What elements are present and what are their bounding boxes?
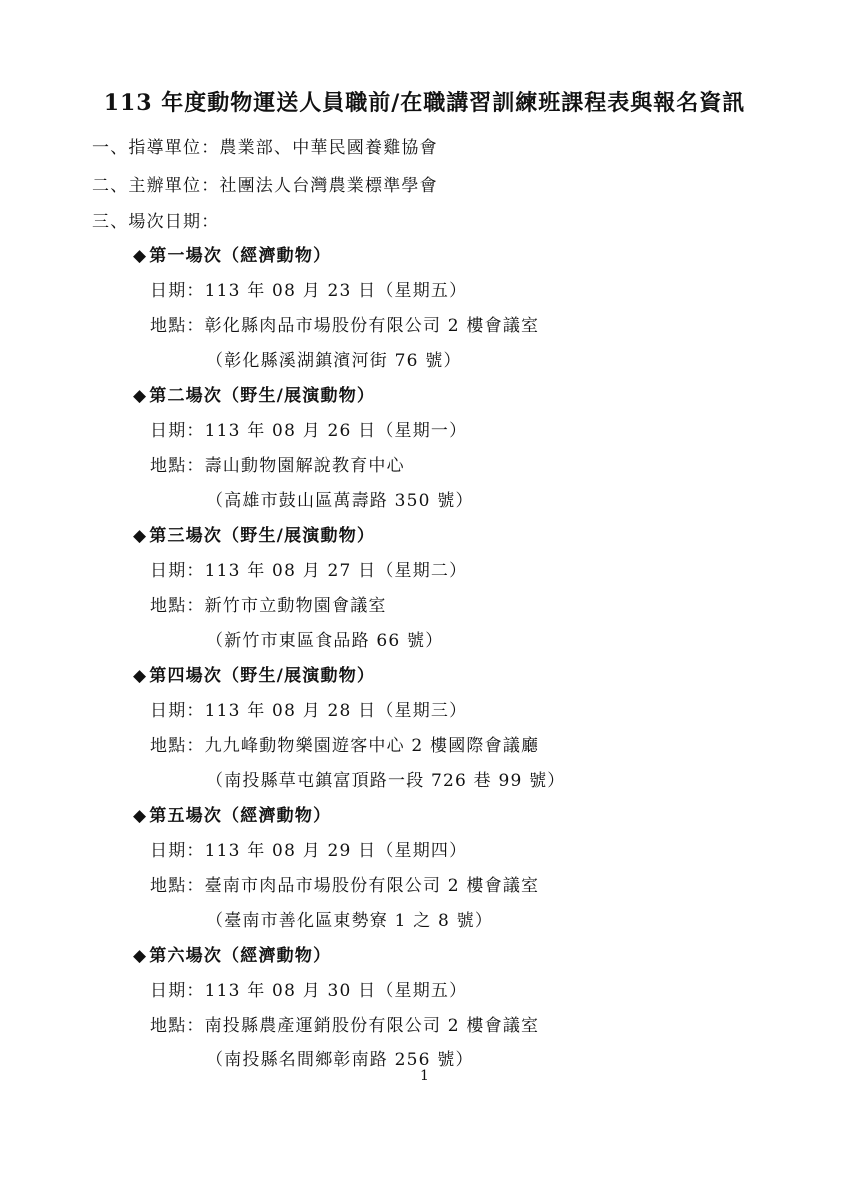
session-4-address: （南投縣草屯鎮富頂路一段 726 巷 99 號） xyxy=(206,771,566,791)
session-3-date: 日期：113 年 08 月 27 日（星期二） xyxy=(150,561,468,581)
document-title: 113 年度動物運送人員職前/在職講習訓練班課程表與報名資訊 xyxy=(103,90,746,116)
session-1-heading xyxy=(133,241,331,266)
session-heading-text: 第四場次（野生/展演動物） xyxy=(149,666,376,686)
session-2-date: 日期：113 年 08 月 26 日（星期一） xyxy=(150,421,468,441)
session-5-date: 日期：113 年 08 月 29 日（星期四） xyxy=(150,841,468,861)
diamond-bullet-icon: ◆ xyxy=(133,666,148,686)
diamond-bullet-icon: ◆ xyxy=(133,386,148,406)
session-5-address: （臺南市善化區東勢寮 1 之 8 號） xyxy=(206,911,494,931)
session-3-heading xyxy=(133,521,375,546)
session-1-venue: 地點：彰化縣肉品市場股份有限公司 2 樓會議室 xyxy=(150,316,540,336)
session-6-address: （南投縣名間鄉彰南路 256 號） xyxy=(206,1050,474,1070)
session-heading-text: 第三場次（野生/展演動物） xyxy=(149,526,376,546)
session-heading-text: 第五場次（經濟動物） xyxy=(149,806,332,826)
section-organizer: 二、主辦單位：社團法人台灣農業標準學會 xyxy=(92,176,438,196)
session-4-venue: 地點：九九峰動物樂園遊客中心 2 樓國際會議廳 xyxy=(150,736,540,756)
session-6-heading xyxy=(133,941,331,966)
session-6-venue: 地點：南投縣農產運銷股份有限公司 2 樓會議室 xyxy=(150,1016,540,1036)
diamond-bullet-icon: ◆ xyxy=(133,946,148,966)
session-heading-text: 第一場次（經濟動物） xyxy=(149,246,332,266)
diamond-bullet-icon: ◆ xyxy=(133,806,148,826)
section-session-dates: 三、場次日期： xyxy=(92,212,220,232)
session-5-venue: 地點：臺南市肉品市場股份有限公司 2 樓會議室 xyxy=(150,876,540,896)
session-5-heading xyxy=(133,801,331,826)
session-4-date: 日期：113 年 08 月 28 日（星期三） xyxy=(150,701,468,721)
session-6-date: 日期：113 年 08 月 30 日（星期五） xyxy=(150,981,468,1001)
session-2-heading xyxy=(133,381,375,406)
page-number: 1 xyxy=(420,1068,429,1084)
session-3-venue: 地點：新竹市立動物園會議室 xyxy=(150,596,387,616)
session-1-date: 日期：113 年 08 月 23 日（星期五） xyxy=(150,281,468,301)
section-guiding-unit: 一、指導單位：農業部、中華民國養雞協會 xyxy=(92,138,438,158)
session-3-address: （新竹市東區食品路 66 號） xyxy=(206,631,444,651)
diamond-bullet-icon: ◆ xyxy=(133,526,148,546)
session-heading-text: 第二場次（野生/展演動物） xyxy=(149,386,376,406)
session-heading-text: 第六場次（經濟動物） xyxy=(149,946,332,966)
session-2-venue: 地點：壽山動物園解說教育中心 xyxy=(150,456,405,476)
session-1-address: （彰化縣溪湖鎮濱河街 76 號） xyxy=(206,351,462,371)
diamond-bullet-icon: ◆ xyxy=(133,246,148,266)
session-2-address: （高雄市鼓山區萬壽路 350 號） xyxy=(206,491,474,511)
session-4-heading xyxy=(133,661,375,686)
